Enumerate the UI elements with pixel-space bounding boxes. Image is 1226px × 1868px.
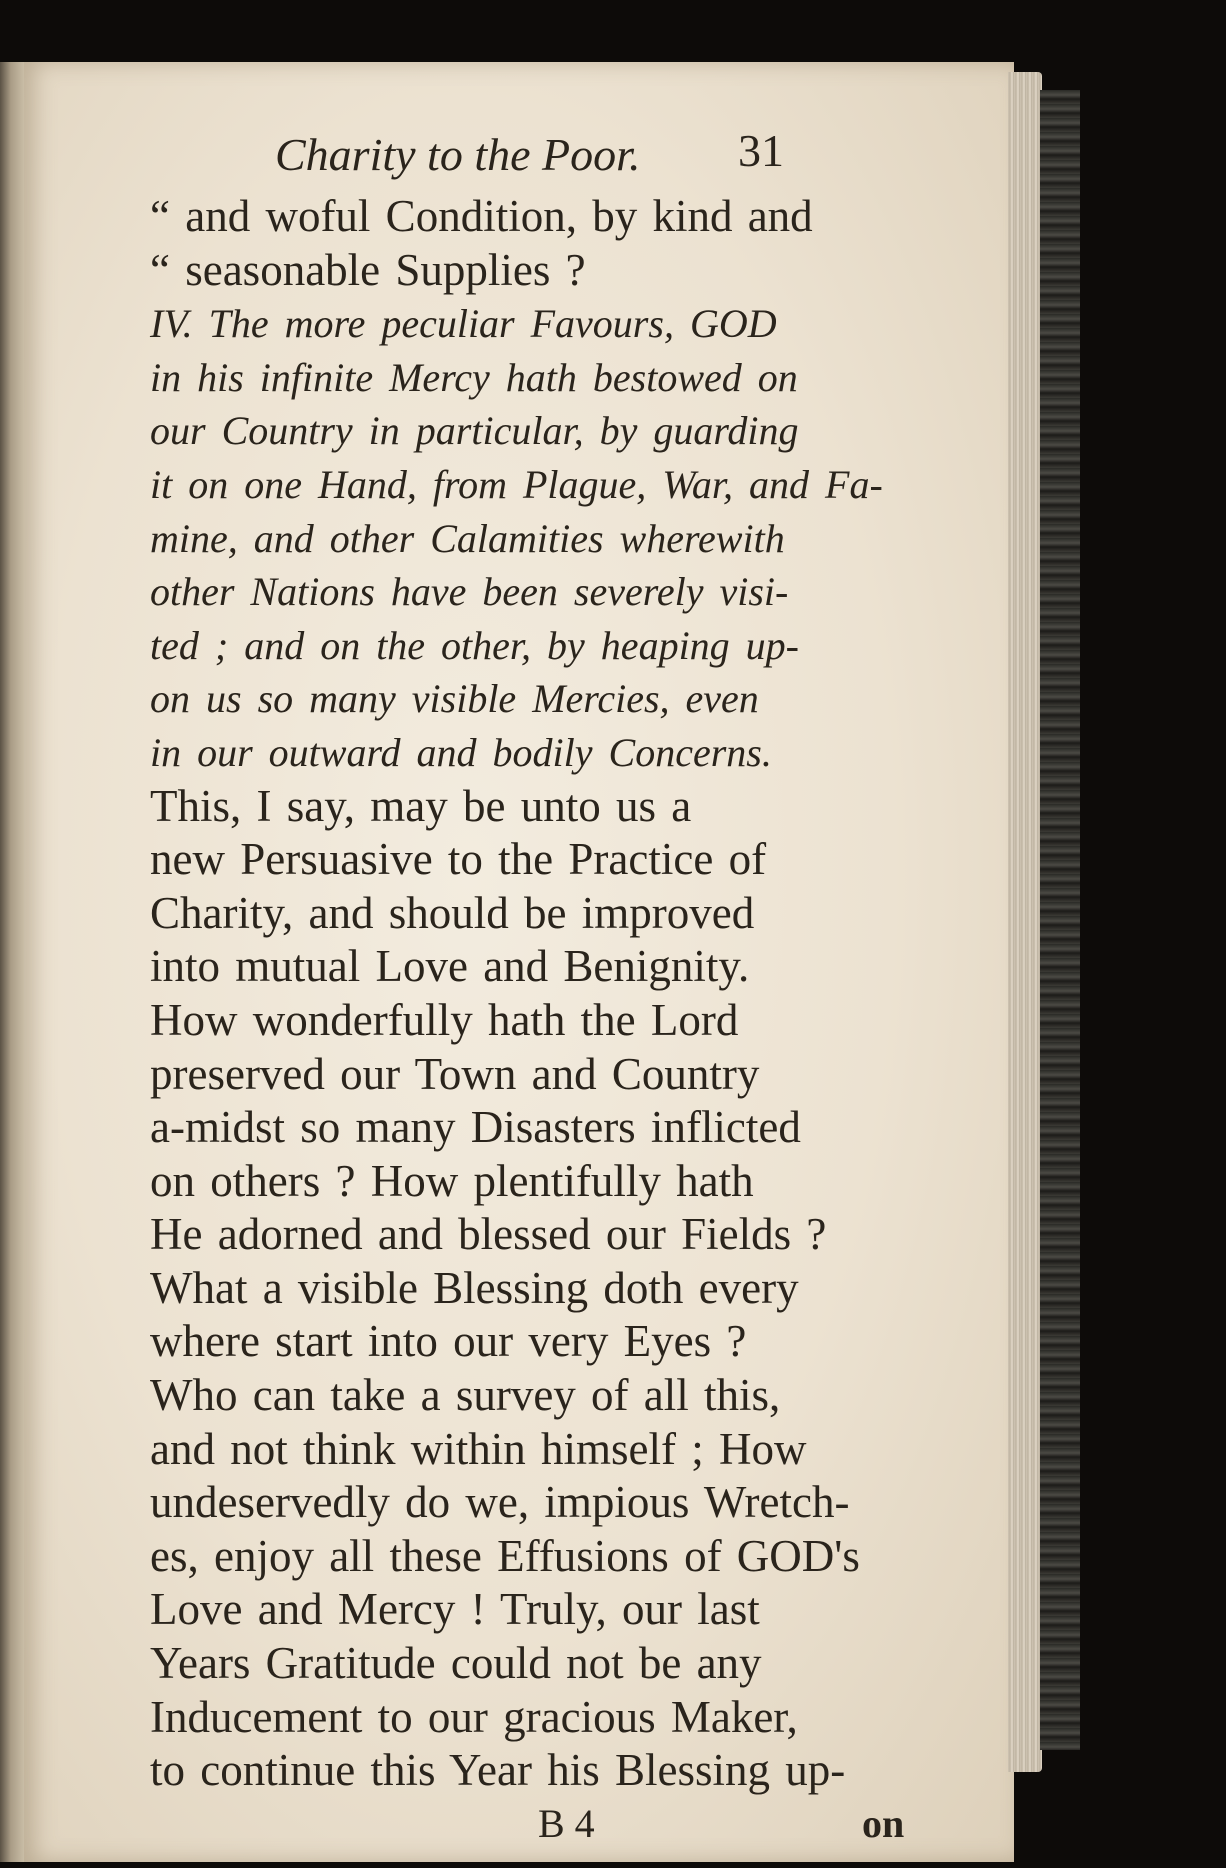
text-line: IV. The more peculiar Favours, GOD: [150, 301, 777, 347]
page-text: [150, 125, 920, 1860]
text-line: Inducement to our gracious Maker,: [150, 1691, 798, 1742]
text-line: Who can take a survey of all this,: [150, 1370, 781, 1421]
text-line: it on one Hand, from Plague, War, and Fa-: [150, 461, 883, 507]
text-line: Love and Mercy ! Truly, our last: [150, 1584, 760, 1635]
text-line: where start into our very Eyes ?: [150, 1316, 747, 1367]
text-line: a-midst so many Disasters inflicted: [150, 1102, 801, 1153]
text-line: mine, and other Calamities wherewith: [150, 515, 785, 561]
facing-page-edge: [0, 62, 24, 1862]
body-text: [150, 190, 920, 1798]
text-line: Charity, and should be improved: [150, 887, 755, 938]
text-line: ted ; and on the other, by heaping up-: [150, 622, 799, 668]
text-line: He adorned and blessed our Fields ?: [150, 1209, 827, 1260]
text-line: to continue this Year his Blessing up-: [150, 1745, 846, 1796]
text-line: This, I say, may be unto us a: [150, 780, 692, 831]
text-line: our Country in particular, by guarding: [150, 408, 799, 454]
page-number: 31: [738, 125, 784, 176]
text-line: into mutual Love and Benignity.: [150, 941, 750, 992]
text-line: “ and woful Condition, by kind and: [150, 191, 813, 241]
text-line: on others ? How plentifully hath: [150, 1155, 754, 1206]
text-line: preserved our Town and Country: [150, 1048, 760, 1099]
text-line: new Persuasive to the Practice of: [150, 834, 767, 885]
book-binding: [1040, 90, 1080, 1750]
text-line: and not think within himself ; How: [150, 1423, 807, 1474]
page-footer: [150, 1800, 920, 1860]
catchword: on: [862, 1800, 905, 1846]
running-title: Charity to the Poor.: [275, 129, 641, 180]
text-line: undeservedly do we, impious Wretch-: [150, 1477, 850, 1528]
text-line: on us so many visible Mercies, even: [150, 676, 759, 722]
running-head: [150, 125, 920, 190]
signature-mark: B 4: [538, 1800, 595, 1846]
text-line: “ seasonable Supplies ?: [150, 244, 586, 295]
text-line: Years Gratitude could not be any: [150, 1638, 762, 1689]
text-line: in our outward and bodily Concerns.: [150, 729, 772, 775]
text-line: in his infinite Mercy hath bestowed on: [150, 354, 798, 400]
text-line: What a visible Blessing doth every: [150, 1262, 799, 1313]
text-line: es, enjoy all these Effusions of GOD's: [150, 1530, 860, 1581]
text-line: other Nations have been severely visi-: [150, 569, 789, 615]
page-edges: [1008, 72, 1042, 1772]
text-line: How wonderfully hath the Lord: [150, 994, 739, 1045]
